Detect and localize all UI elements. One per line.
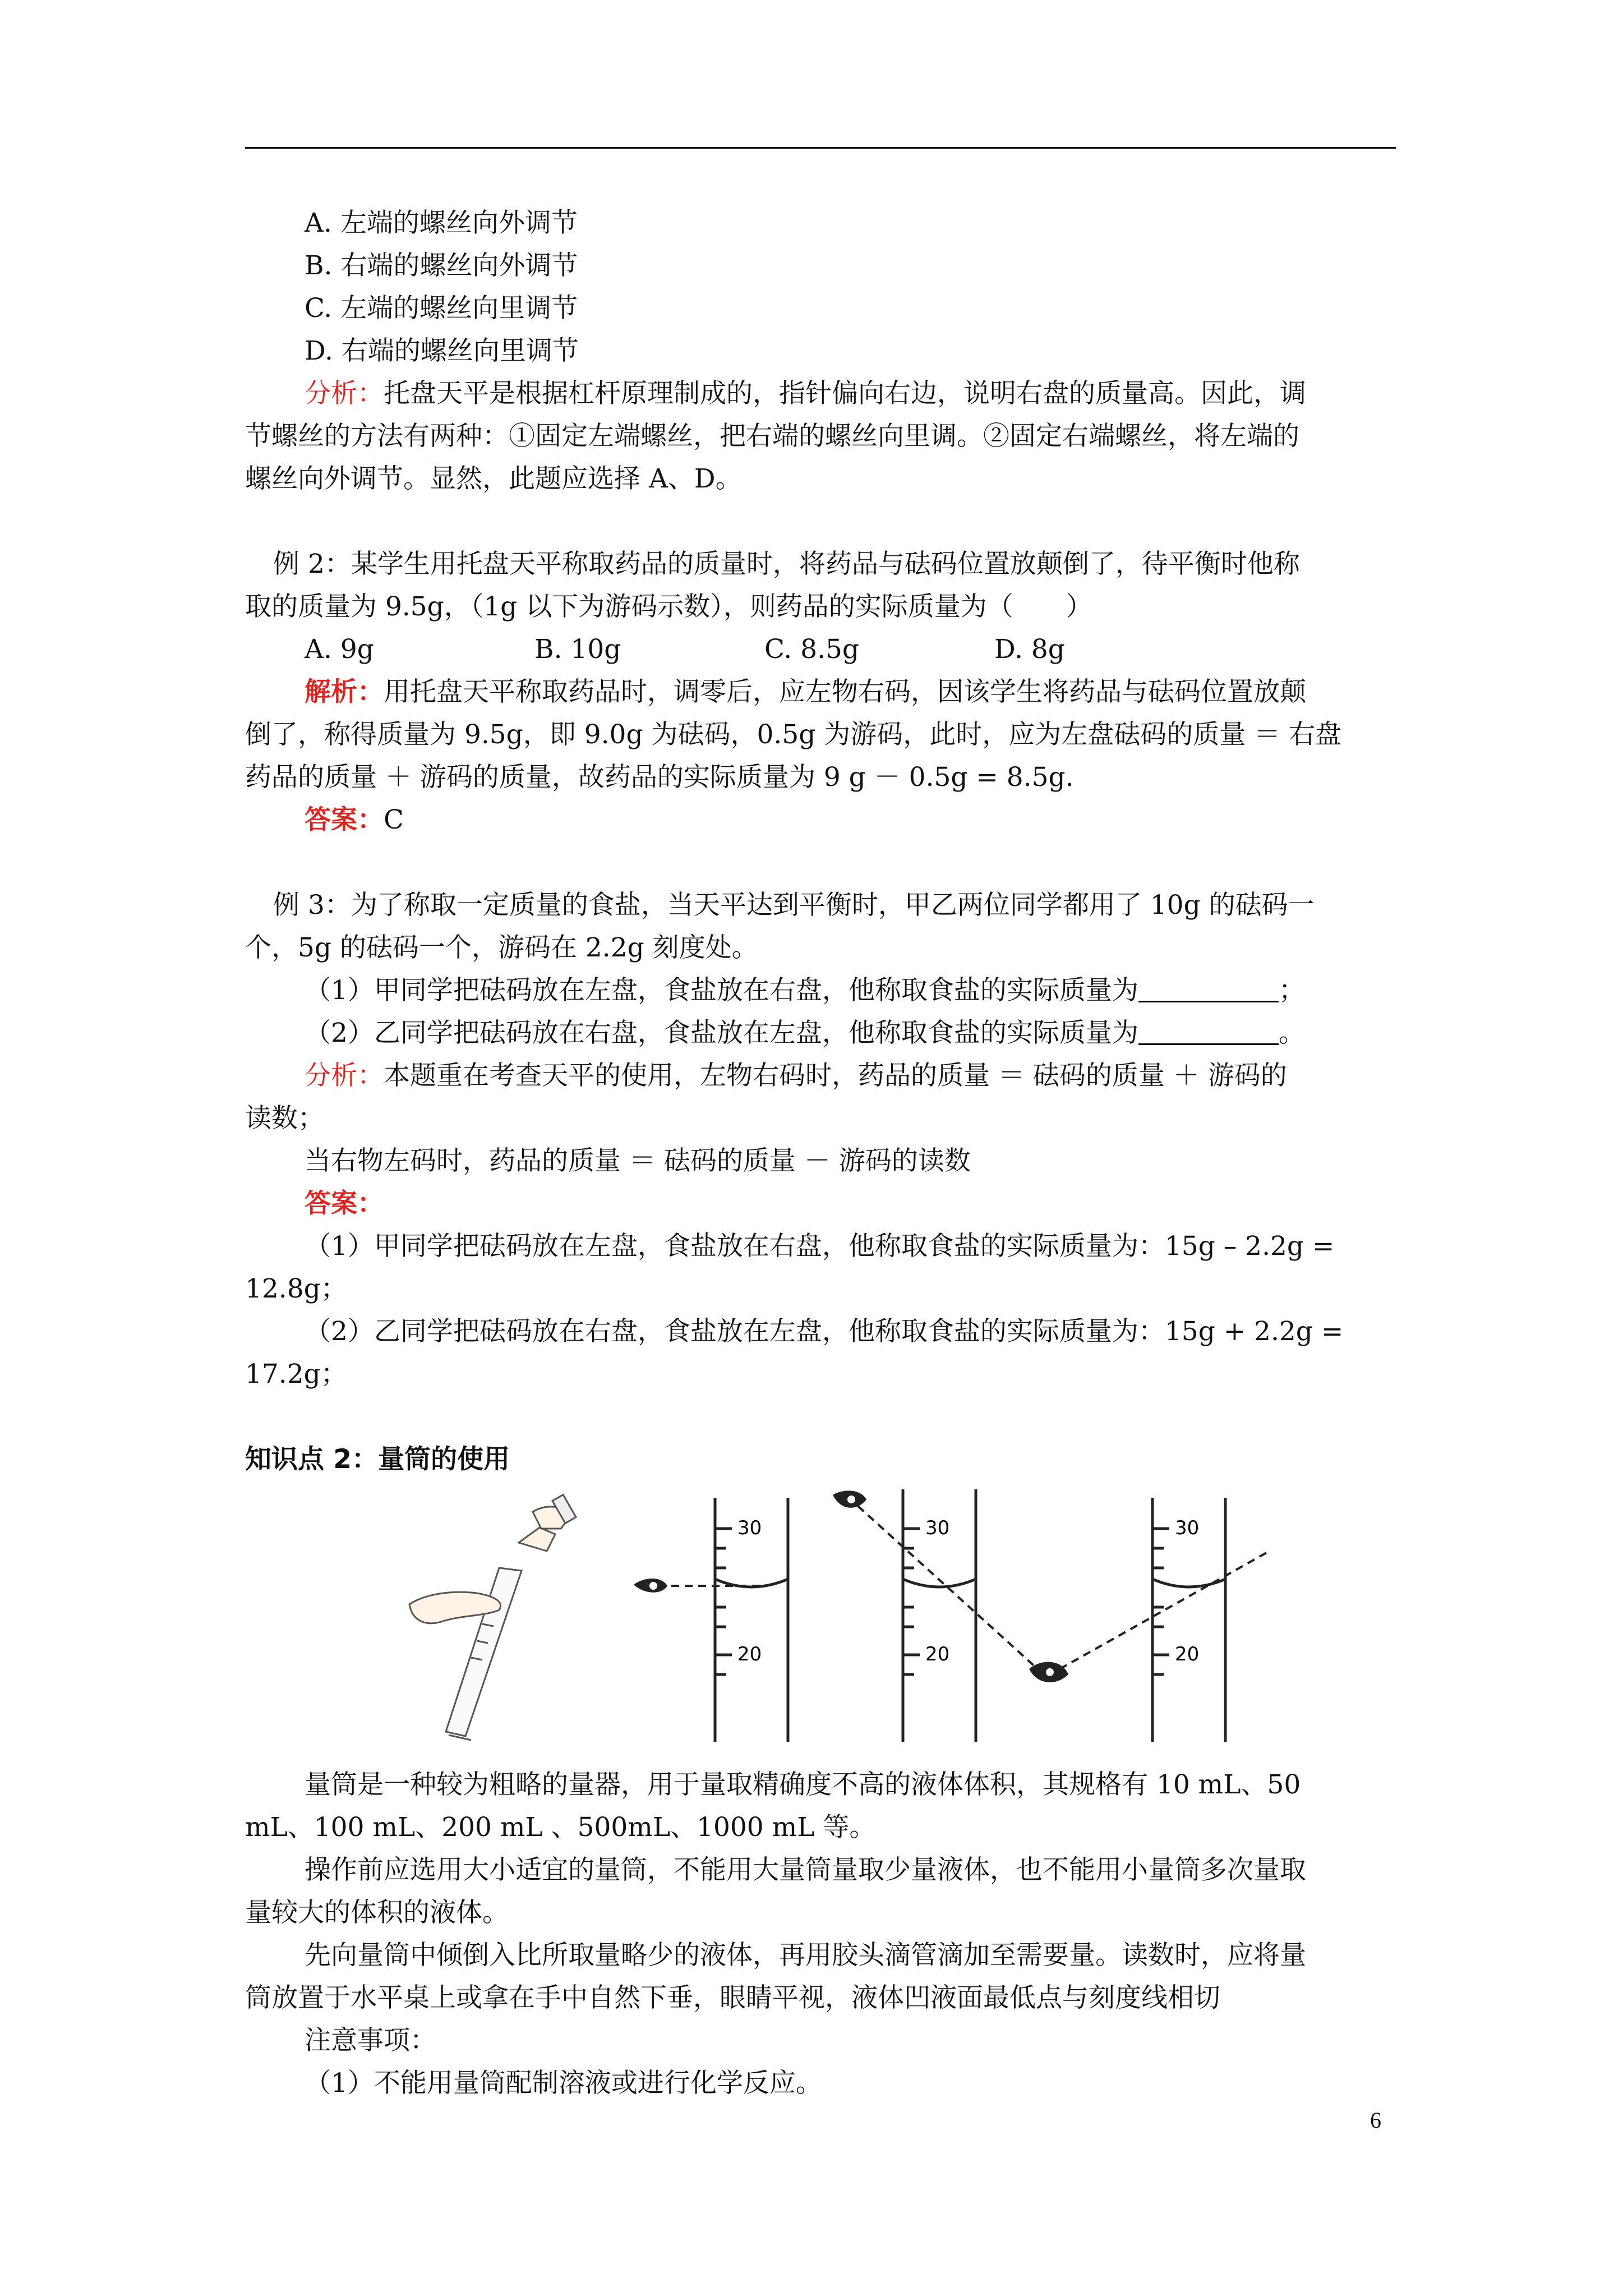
ex3-answer1-line2: 12.8g； [245, 1273, 347, 1304]
ex3-answer2-line2: 17.2g； [245, 1359, 347, 1389]
ex2-answer [305, 804, 404, 836]
ex2-analysis-line1 [305, 677, 1306, 708]
para2-line1: 操作前应选用大小适宜的量筒，不能用大量筒量取少量液体，也不能用小量筒多次量取 [305, 1855, 1306, 1885]
ex3-answer1-line1: （1）甲同学把砝码放在左盘，食盐放在右盘，他称取食盐的实际质量为：15g – 2.2g = [305, 1231, 1335, 1262]
ex3-answer2-line1: （2）乙同学把砝码放在右盘，食盐放在左盘，他称取食盐的实际质量为：15g + 2.2g = [305, 1316, 1344, 1347]
eye-icon [634, 1579, 667, 1593]
analysis1-line2: 节螺丝的方法有两种：①固定左端螺丝，把右端的螺丝向里调。②固定右端螺丝，将左端的 [245, 421, 1299, 452]
ex3-analysis-line3: 当右物左码时，药品的质量 ＝ 砝码的质量 － 游码的读数 [305, 1145, 971, 1176]
answer-blank [1138, 978, 1279, 1002]
analysis-text: 本题重在考查天平的使用，左物右码时，药品的质量 ＝ 砝码的质量 ＋ 游码的 [384, 1060, 1287, 1091]
answer-label: 答案： [305, 804, 384, 835]
ex2-analysis-line2: 倒了，称得质量为 9.5g，即 9.0g 为砝码，0.5g 为游码，此时，应为左盘砝码的质量 ＝ 右盘 [245, 719, 1342, 750]
option-d: D. 右端的螺丝向里调节 [305, 335, 579, 366]
question-text: （1）甲同学把砝码放在左盘，食盐放在右盘，他称取食盐的实际质量为 [305, 975, 1138, 1006]
cylinder2-tick-30: 30 [925, 1517, 950, 1539]
page-number: 6 [1370, 2108, 1381, 2133]
graduated-cylinder-figure [393, 1489, 1301, 1747]
cylinder3-tick-30: 30 [1175, 1517, 1200, 1539]
cylinder1-tick-30: 30 [737, 1517, 762, 1539]
analysis-label: 分析： [305, 1060, 384, 1091]
question-text: （2）乙同学把砝码放在右盘，食盐放在左盘，他称取食盐的实际质量为 [305, 1018, 1138, 1048]
option-b: B. 右端的螺丝向外调节 [305, 250, 578, 281]
para1-line1: 量筒是一种较为粗略的量器，用于量取精确度不高的液体体积，其规格有 10 mL、50 [305, 1769, 1301, 1800]
para3-line1: 先向量筒中倾倒入比所取量略少的液体，再用胶头滴管滴加至需要量。读数时，应将量 [305, 1940, 1306, 1971]
cylinder2-tick-20: 20 [925, 1643, 950, 1665]
analysis-label: 分析： [305, 378, 384, 409]
analysis-text: 托盘天平是根据杠杆原理制成的，指针偏向右边，说明右盘的质量高。因此，调 [384, 378, 1306, 409]
ex3-question1 [305, 975, 1305, 1006]
notes-heading: 注意事项： [305, 2025, 436, 2056]
ex3-line2: 个，5g 的砝码一个，游码在 2.2g 刻度处。 [245, 932, 758, 963]
pouring-hands-illustration [409, 1495, 576, 1740]
ex3-line1: 例 3：为了称取一定质量的食盐，当天平达到平衡时，甲乙两位同学都用了 10g 的砝码一 [273, 890, 1315, 921]
option-c: C. 左端的螺丝向里调节 [305, 293, 578, 324]
ex2-analysis-line3: 药品的质量 ＋ 游码的质量，故药品的实际质量为 9 g － 0.5g = 8.5g. [245, 762, 1074, 793]
section-heading: 知识点 2：量筒的使用 [245, 1444, 510, 1475]
eye-icon [833, 1490, 866, 1507]
option-a: A. 左端的螺丝向外调节 [305, 208, 578, 238]
ex2-option-a: A. 9g [305, 634, 374, 665]
analysis-label: 解析： [305, 677, 384, 707]
answer-text: C [384, 804, 404, 835]
answer-blank [1138, 1021, 1279, 1045]
ex2-option-d: D. 8g [994, 634, 1065, 665]
para3-line2: 筒放置于水平桌上或拿在手中自然下垂，眼睛平视，液体凹液面最低点与刻度线相切 [245, 1982, 1220, 2013]
para1-line2: mL、100 mL、200 mL 、500mL、1000 mL 等。 [245, 1812, 876, 1843]
note-1: （1）不能用量筒配制溶液或进行化学反应。 [305, 2068, 822, 2099]
cylinder3-tick-20: 20 [1175, 1643, 1200, 1665]
analysis1-line1 [305, 378, 1306, 409]
ex3-analysis-line1 [305, 1060, 1287, 1092]
analysis1-line3: 螺丝向外调节。显然，此题应选择 A、D。 [245, 463, 742, 494]
ex3-analysis-line2: 读数； [245, 1103, 324, 1134]
ex3-question2 [305, 1018, 1305, 1049]
question-end: 。 [1278, 1018, 1305, 1048]
ex2-option-c: C. 8.5g [764, 634, 859, 665]
para2-line2: 量较大的体积的液体。 [245, 1897, 509, 1928]
question-end: ； [1278, 975, 1305, 1006]
ex2-line2: 取的质量为 9.5g，（1g 以下为游码示数），则药品的实际质量为（ ） [245, 591, 1092, 622]
ex3-answer-label: 答案： [305, 1188, 384, 1219]
ex2-option-b: B. 10g [534, 634, 621, 665]
header-rule [245, 147, 1396, 149]
analysis-text: 用托盘天平称取药品时，调零后，应左物右码，因该学生将药品与砝码位置放颠 [384, 677, 1306, 707]
ex2-line1: 例 2：某学生用托盘天平称取药品的质量时，将药品与砝码位置放颠倒了，待平衡时他称 [273, 549, 1300, 579]
eye-icon [1029, 1662, 1068, 1682]
cylinder1-tick-20: 20 [737, 1643, 762, 1665]
